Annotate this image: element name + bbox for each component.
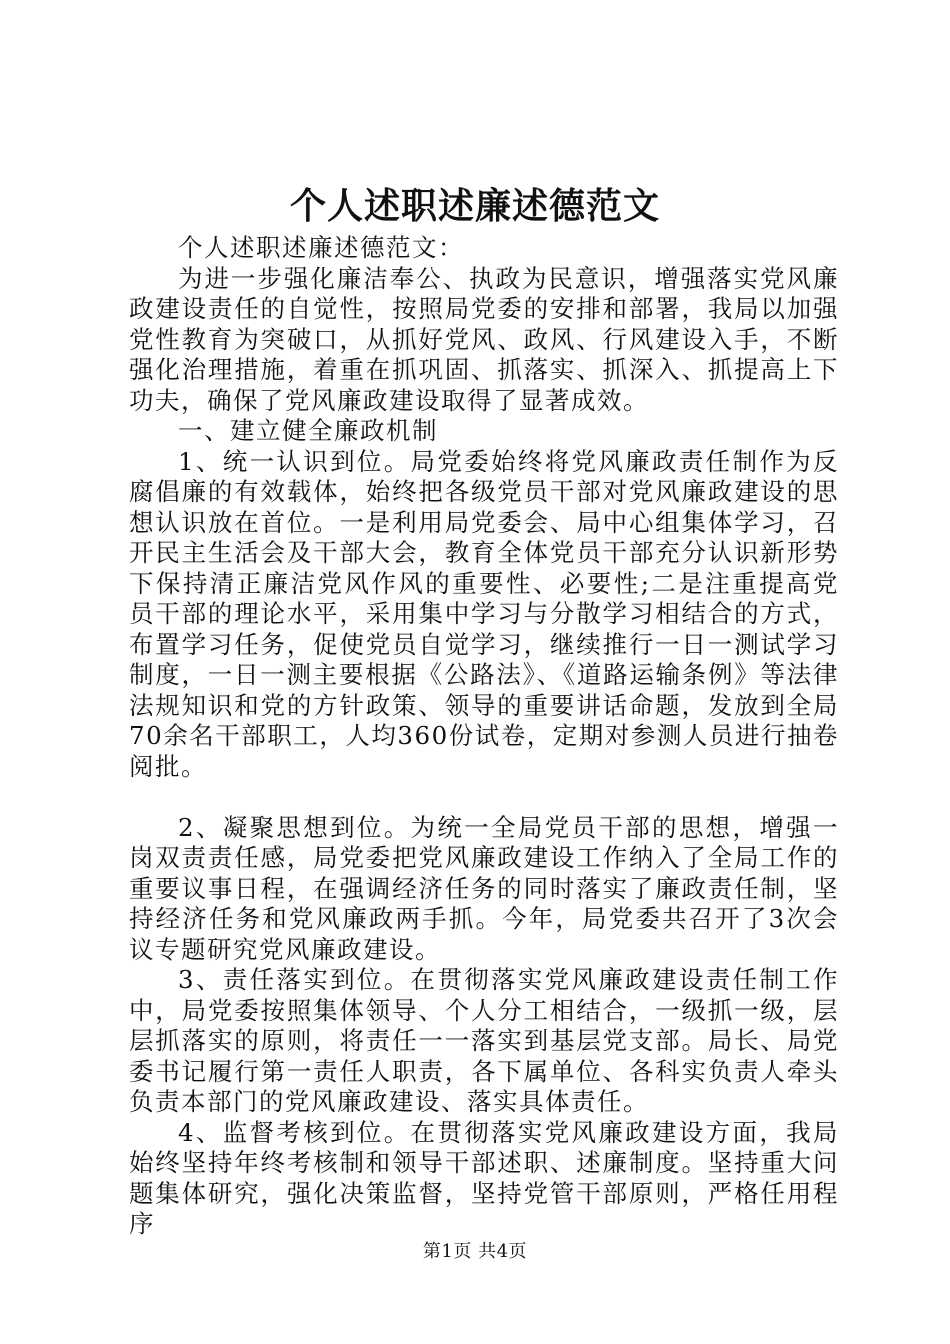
item-1-paragraph: 1、统一认识到位。局党委始终将党风廉政责任制作为反腐倡廉的有效载体，始终把各级党员干部对党风廉政建设的思想认识放在首位。一是利用局党委会、局中心组集体学习，召开民主生活会及干部大会，教育全体党员干部充分认识新形势下保持清正廉洁党风作风的重要性、必要性;二是注重提高党员干部的理论水平，采用集中学习与分散学习相结合的方式，布置学习任务，促使党员自觉学习，继续推行一日一测试学习制度，一日一测主要根据《公路法》、《道路运输条例》等法律法规知识和党的方针政策、领导的重要讲话命题，发放到全局70余名干部职工，人均360份试卷，定期对参测人员进行抽卷阅批。 bbox=[129, 446, 839, 781]
page-number-footer: 第1页 共4页 bbox=[422, 1241, 528, 1262]
item-2-paragraph: 2、凝聚思想到位。为统一全局党员干部的思想，增强一岗双责责任感，局党委把党风廉政建设工作纳入了全局工作的重要议事日程，在强调经济任务的同时落实了廉政责任制，坚持经济任务和党风廉政两手抓。今年，局党委共召开了3次会议专题研究党风廉政建设。 bbox=[129, 812, 839, 964]
intro-line: 个人述职述廉述德范文： bbox=[178, 233, 464, 262]
document-body bbox=[129, 233, 839, 1240]
intro-paragraph: 为进一步强化廉洁奉公、执政为民意识，增强落实党风廉政建设责任的自觉性，按照局党委的安排和部署，我局以加强党性教育为突破口，从抓好党风、政风、行风建设入手，不断强化治理措施，着重在抓巩固、抓落实、抓深入、抓提高上下功夫，确保了党风廉政建设取得了显著成效。 bbox=[129, 263, 839, 415]
item-4-paragraph: 4、监督考核到位。在贯彻落实党风廉政建设方面，我局始终坚持年终考核制和领导干部述职、述廉制度。坚持重大问题集体研究，强化决策监督，坚持党管干部原则，严格任用程序 bbox=[129, 1117, 839, 1238]
section-heading: 一、建立健全廉政机制 bbox=[178, 416, 438, 445]
item-3-paragraph: 3、责任落实到位。在贯彻落实党风廉政建设责任制工作中，局党委按照集体领导、个人分工相结合，一级抓一级，层层抓落实的原则，将责任一一落实到基层党支部。局长、局党委书记履行第一责任人职责，各下属单位、各科实负责人牵头负责本部门的党风廉政建设、落实具体责任。 bbox=[129, 965, 839, 1116]
paragraph-gap bbox=[129, 782, 839, 813]
document-title: 个人述职述廉述德范文 bbox=[289, 185, 660, 227]
